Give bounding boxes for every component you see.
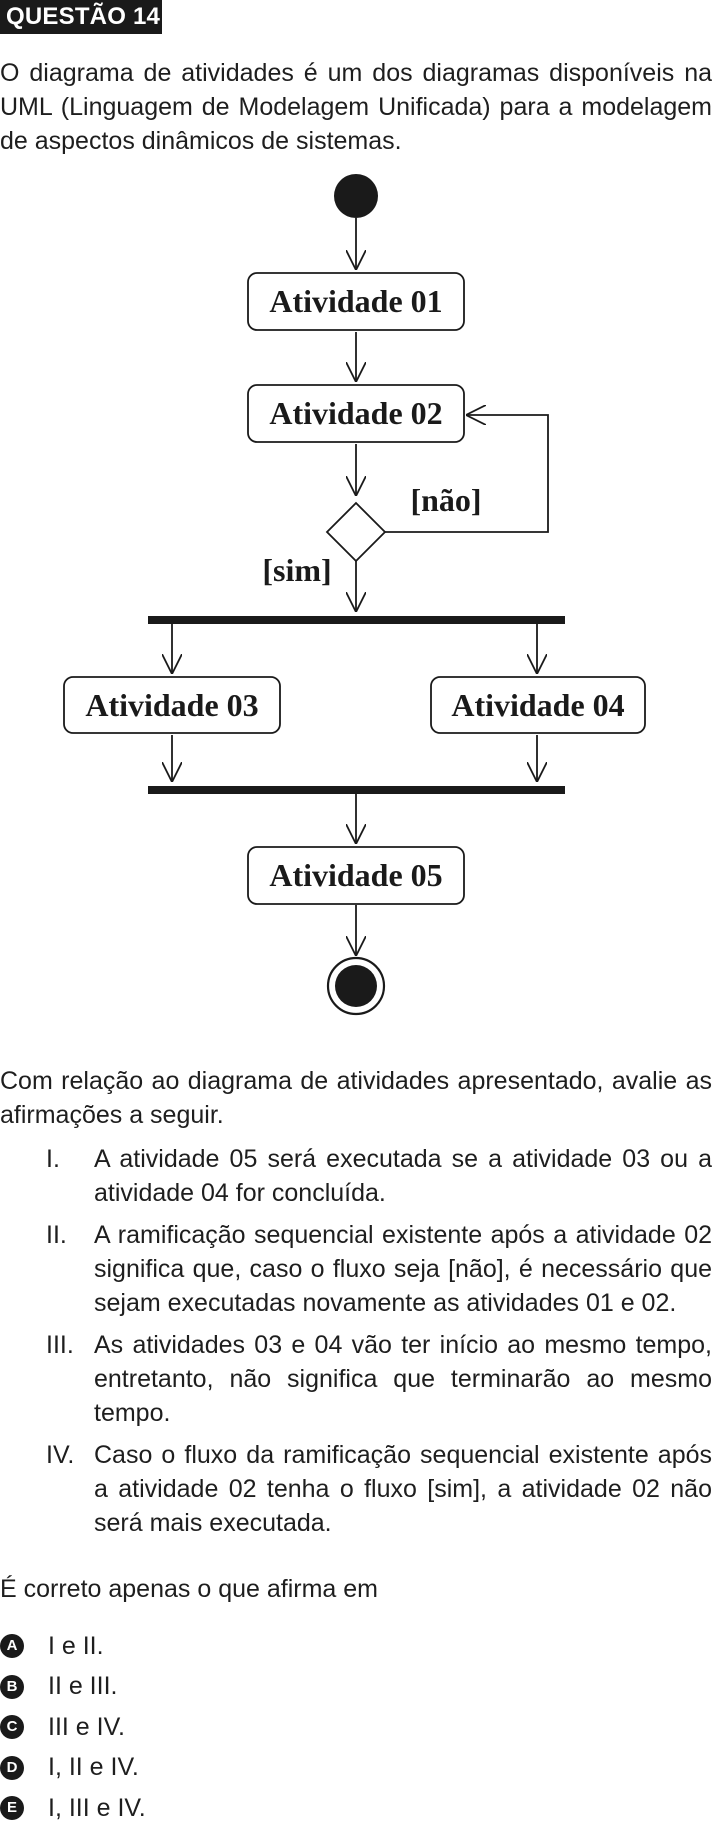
option-a[interactable]	[0, 1626, 146, 1667]
activity-label-05: Atividade 05	[269, 857, 443, 893]
guard-yes-label: [sim]	[262, 552, 332, 588]
initial-node	[334, 174, 378, 218]
option-text: I, III e IV.	[48, 1793, 146, 1822]
final-node-core	[335, 965, 377, 1007]
question-prompt: Com relação ao diagrama de atividades apresentado, avalie as afirmações a seguir.	[0, 1067, 712, 1129]
option-letter-badge: C	[0, 1715, 24, 1739]
statement-number: IV.	[46, 1441, 75, 1469]
option-text: I, II e IV.	[48, 1753, 139, 1782]
statement-number: III.	[46, 1331, 74, 1359]
option-text: III e IV.	[48, 1712, 125, 1741]
closing-prompt: É correto apenas o que afirma em	[0, 1575, 378, 1603]
statement-text: As atividades 03 e 04 vão ter início ao mesmo tempo, entretanto, não significa que terminarão ao mesmo tempo.	[94, 1331, 712, 1427]
statement-number: II.	[46, 1221, 67, 1249]
statement-item	[0, 1328, 712, 1430]
statement-item	[0, 1438, 712, 1540]
statement-list	[0, 1142, 712, 1548]
answer-options	[0, 1626, 146, 1829]
option-d[interactable]	[0, 1748, 146, 1789]
option-letter-badge: D	[0, 1756, 24, 1780]
activity-diagram	[0, 160, 712, 1040]
option-e[interactable]	[0, 1788, 146, 1829]
option-b[interactable]	[0, 1667, 146, 1708]
join-bar	[148, 786, 565, 794]
decision-node	[327, 503, 385, 561]
guard-no-label: [não]	[410, 482, 482, 518]
option-letter-badge: E	[0, 1796, 24, 1820]
activity-label-04: Atividade 04	[451, 687, 625, 723]
option-letter-badge: A	[0, 1634, 24, 1658]
option-letter-badge: B	[0, 1675, 24, 1699]
statement-text: A atividade 05 será executada se a atividade 03 ou a atividade 04 for concluída.	[94, 1145, 712, 1207]
option-text: I e II.	[48, 1631, 104, 1660]
option-text: II e III.	[48, 1672, 118, 1701]
activity-label-01: Atividade 01	[269, 283, 443, 319]
fork-bar	[148, 616, 565, 624]
statement-number: I.	[46, 1145, 60, 1173]
statement-text: Caso o fluxo da ramificação sequencial existente após a atividade 02 tenha o fluxo [sim], a atividade 02 não será mais executada.	[94, 1441, 712, 1537]
statement-item	[0, 1142, 712, 1210]
activity-label-02: Atividade 02	[269, 395, 443, 431]
question-header: QUESTÃO 14	[0, 0, 162, 34]
statement-text: A ramificação sequencial existente após a atividade 02 significa que, caso o fluxo seja [não], é necessário que sejam executadas novamente as atividades 01 e 02.	[94, 1221, 712, 1317]
activity-label-03: Atividade 03	[85, 687, 259, 723]
option-c[interactable]	[0, 1707, 146, 1748]
intro-paragraph: O diagrama de atividades é um dos diagramas disponíveis na UML (Linguagem de Modelagem Unificada) para a modelagem de aspectos dinâmicos de sistemas.	[0, 59, 712, 155]
statement-item	[0, 1218, 712, 1320]
